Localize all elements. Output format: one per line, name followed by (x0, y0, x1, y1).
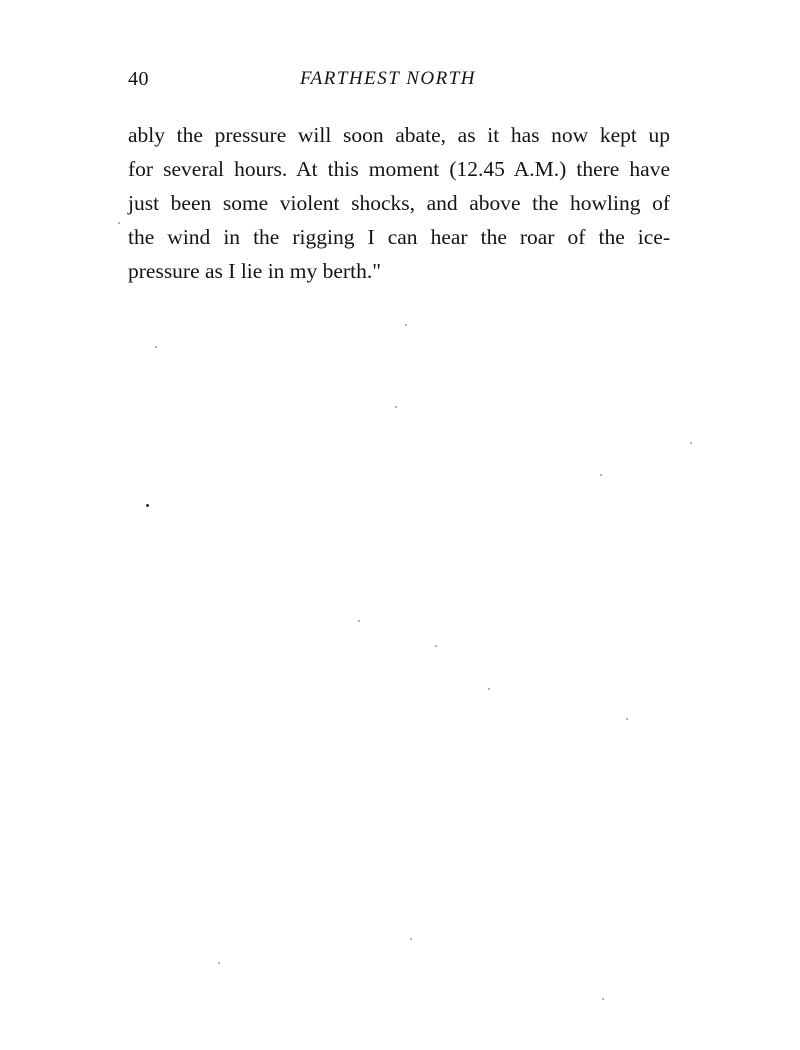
scan-speck (690, 442, 692, 444)
text-line: ably the pressure will soon abate, as it has now kept up (128, 123, 670, 147)
scan-speck (626, 718, 628, 720)
text-line: for several hours. At this moment (12.45 A.M.) there have (128, 157, 670, 181)
scan-speck (146, 504, 149, 507)
scan-speck (358, 620, 360, 622)
running-title: FARTHEST NORTH (300, 68, 477, 89)
scan-speck (405, 324, 407, 326)
page-number: 40 (128, 68, 149, 90)
scan-speck (155, 346, 157, 348)
running-head (128, 68, 670, 98)
scan-speck (435, 645, 437, 647)
scan-speck (410, 938, 412, 940)
body-paragraph (128, 118, 670, 288)
scan-speck (118, 222, 120, 224)
text-line: pressure as I lie in my berth." (128, 259, 381, 283)
scan-speck (218, 962, 220, 964)
scan-speck (488, 688, 490, 690)
text-line: just been some violent shocks, and above the howling of (128, 191, 670, 215)
scan-speck (600, 474, 602, 476)
scan-speck (602, 998, 604, 1000)
text-line: the wind in the rigging I can hear the roar of the ice- (128, 225, 670, 249)
scan-speck (395, 406, 397, 408)
